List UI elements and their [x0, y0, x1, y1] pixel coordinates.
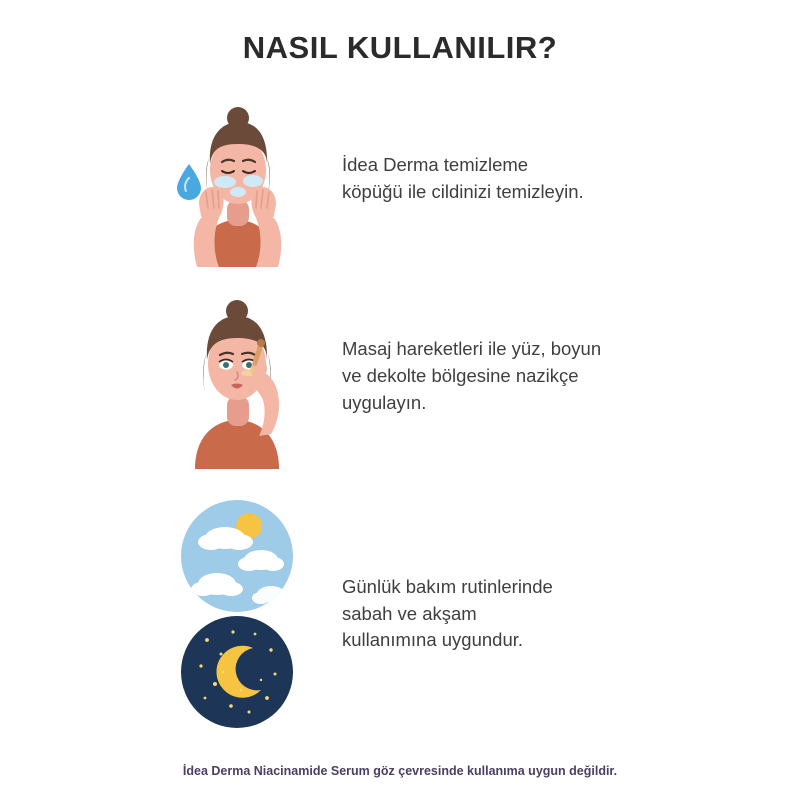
step-item: [0, 489, 800, 739]
step-item: [0, 84, 800, 274]
steps-list: [0, 76, 800, 764]
woman-applying-serum-icon: [175, 284, 300, 469]
day-night-circles-icon: [175, 498, 300, 730]
step-3-line-2: sabah ve akşam: [342, 602, 477, 624]
page-title: NASIL KULLANILIR?: [242, 30, 558, 65]
footer-note: İdea Derma Niacinamide Serum göz çevresinde kullanıma uygun değildir.: [182, 764, 618, 778]
step-1-line-1: İdea Derma temizleme: [342, 154, 529, 176]
step-2-line-1: Masaj hareketleri ile yüz, boyun: [342, 338, 602, 360]
day-sky-circle: [181, 500, 293, 612]
step-3-line-1: Günlük bakım rutinlerinde: [342, 575, 553, 597]
step-3-illustration: [175, 489, 300, 739]
night-sky-circle: [181, 616, 293, 728]
step-1-illustration: [175, 84, 300, 274]
step-item: [0, 274, 800, 479]
step-3-line-3: kullanımına uygundur.: [342, 629, 524, 651]
step-2-illustration: [175, 274, 300, 479]
woman-washing-face-icon: [175, 92, 300, 267]
step-3-text: [300, 574, 553, 654]
step-2-text: [300, 336, 601, 416]
step-1-text: [300, 152, 584, 206]
step-1-line-2: köpüğü ile cildinizi temizleyin.: [342, 181, 584, 202]
step-2-line-2: ve dekolte bölgesine nazikçe: [342, 365, 579, 387]
step-2-line-3: uygulayın.: [342, 391, 427, 413]
